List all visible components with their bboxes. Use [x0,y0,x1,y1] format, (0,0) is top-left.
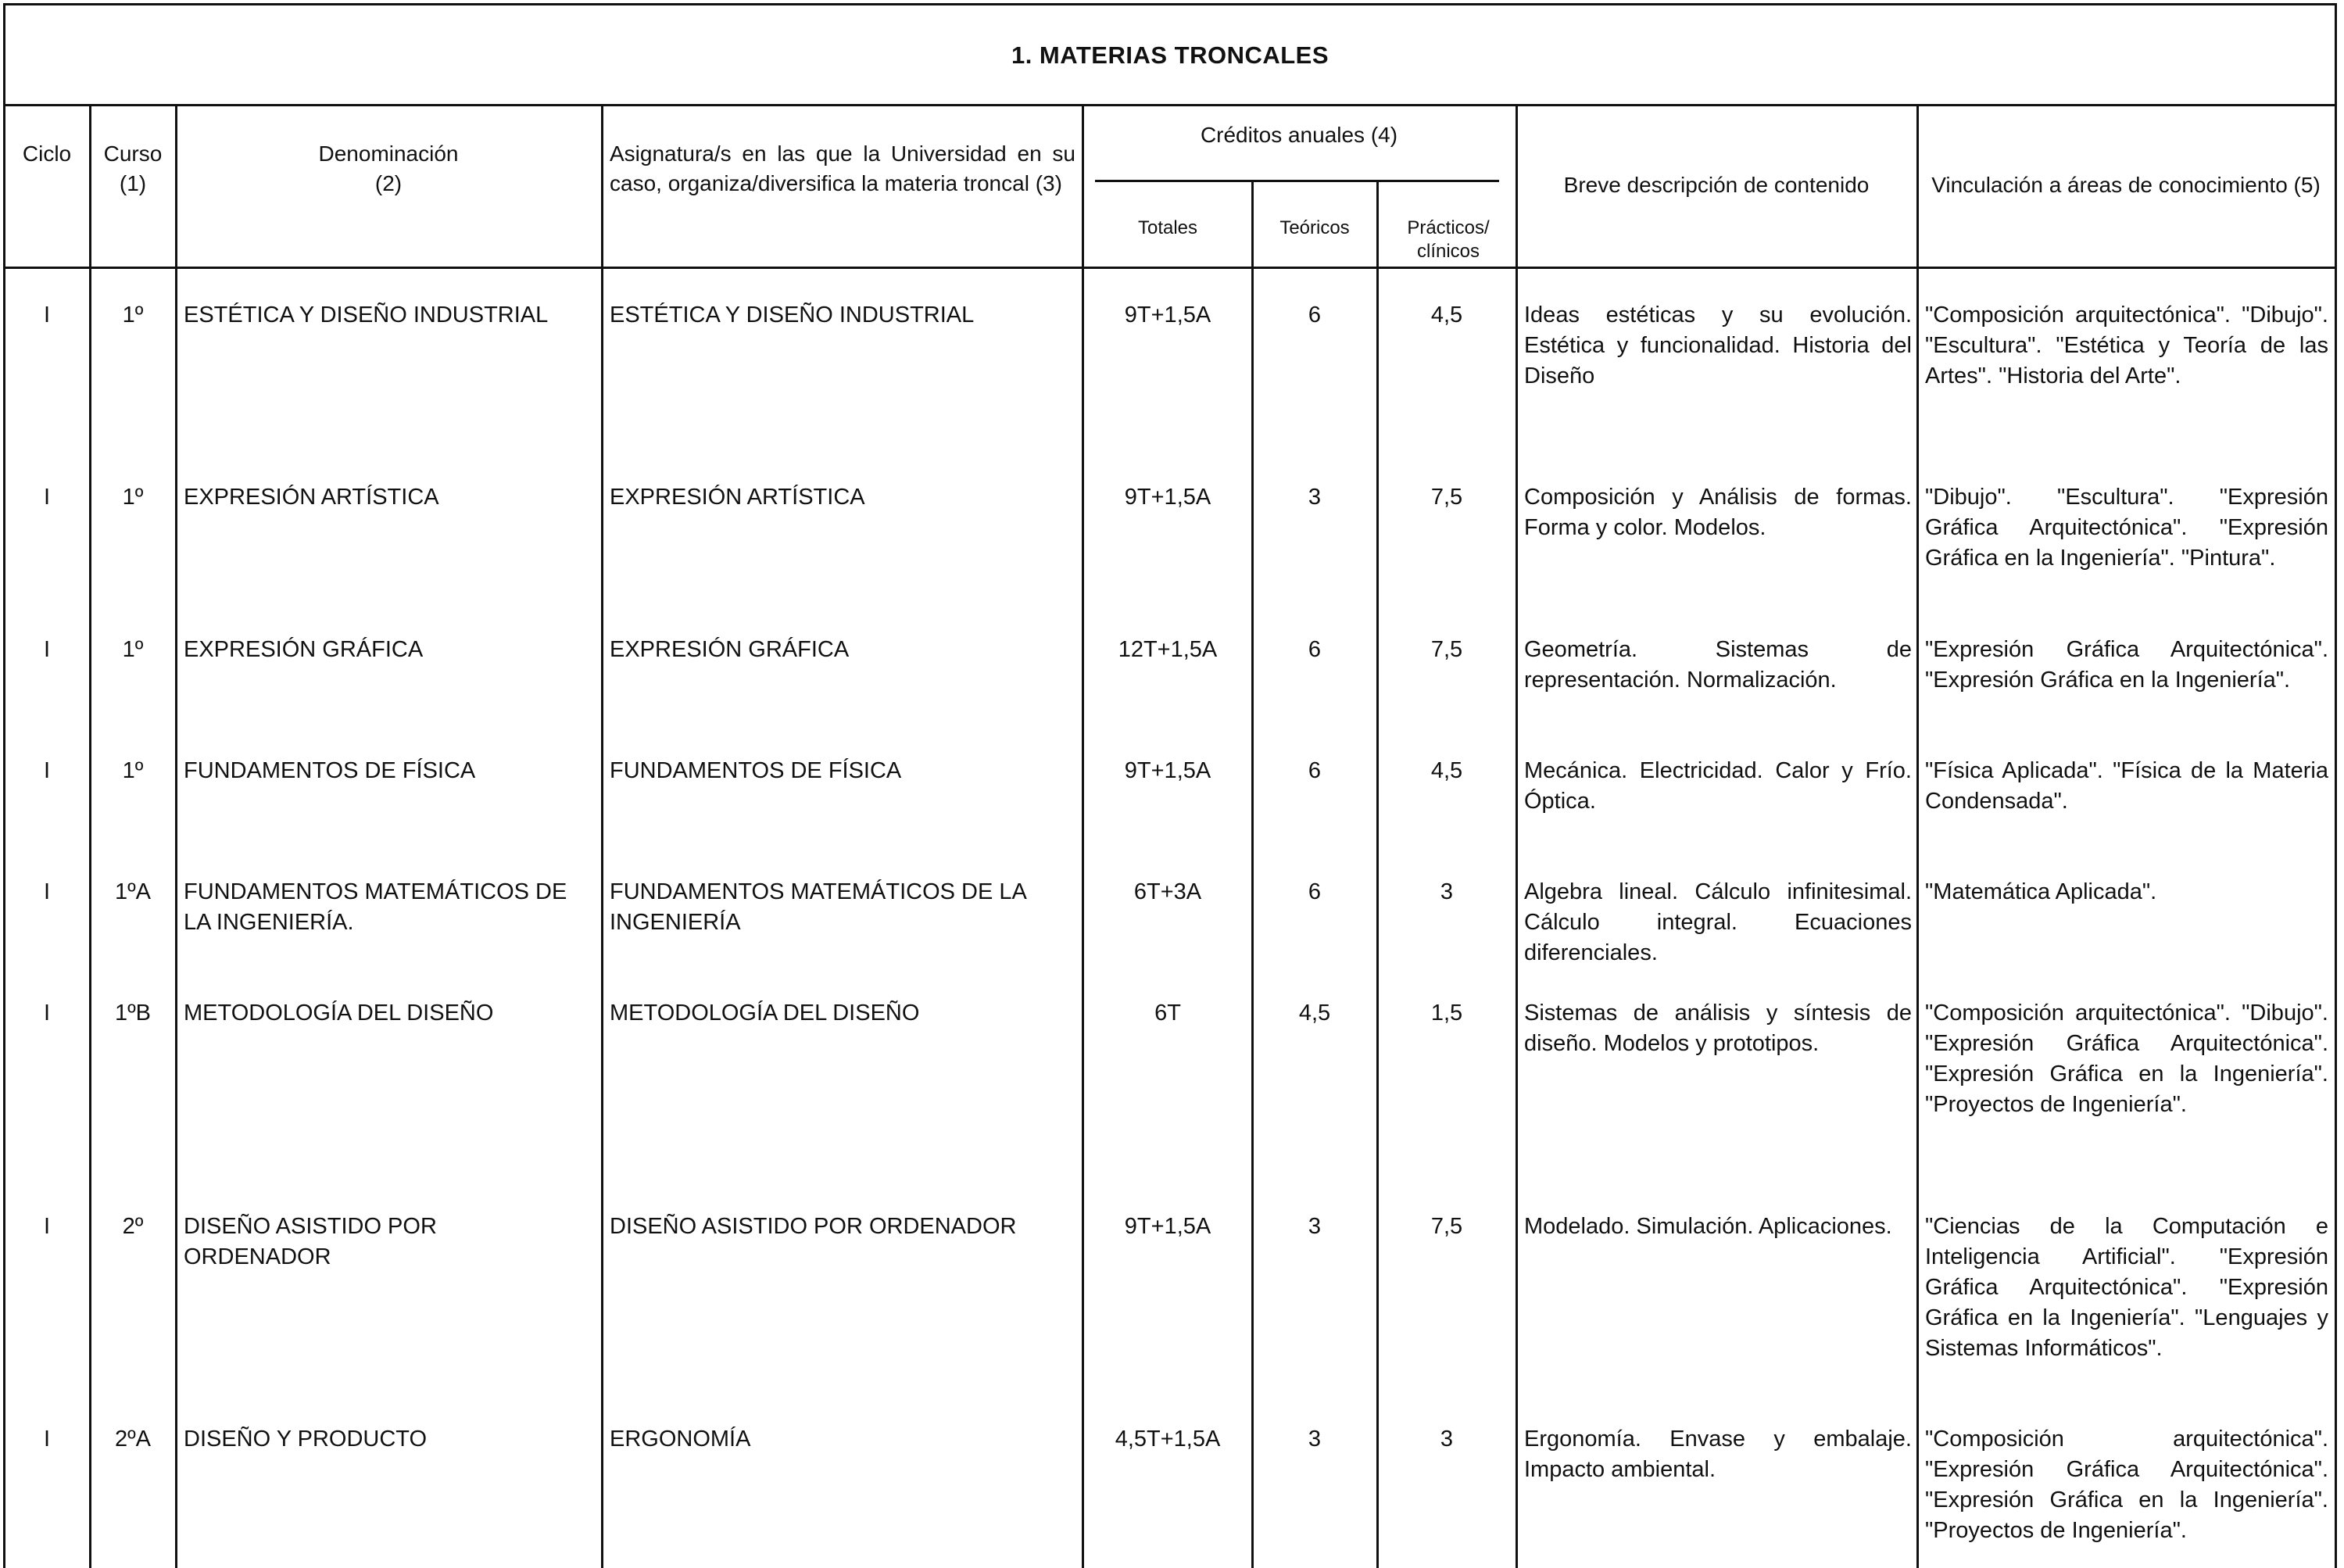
header-creditos: Créditos anuales (4) [1200,123,1398,147]
cell-vinculacion: "Expresión Gráfica Arquitectónica". "Expresión Gráfica en la Ingeniería". [1925,637,2328,693]
cell-teoricos: 3 [1308,485,1322,510]
cell-curso: 1ºB [114,1001,152,1026]
cell-denominacion: EXPRESIÓN ARTÍSTICA [184,485,439,510]
cell-denominacion: DISEÑO Y PRODUCTO [184,1427,428,1452]
header-denominacion: Denominación [318,141,459,166]
cell-totales: 6T [1154,1001,1181,1026]
cell-teoricos: 3 [1308,1214,1322,1239]
cell-denominacion: ESTÉTICA Y DISEÑO INDUSTRIAL [184,303,549,328]
cell-totales: 9T+1,5A [1124,758,1211,783]
table-left-border [3,105,5,1568]
cell-asignatura: EXPRESIÓN GRÁFICA [610,637,850,662]
cell-curso: 1º [122,758,144,783]
cell-asignatura: ESTÉTICA Y DISEÑO INDUSTRIAL [610,303,975,328]
cell-practicos: 7,5 [1430,485,1463,510]
cell-curso: 1º [122,303,144,328]
cell-practicos: 3 [1440,1427,1454,1452]
cell-practicos: 1,5 [1430,1001,1463,1026]
cell-vinculacion: "Ciencias de la Computación e Inteligencia Artificial". "Expresión Gráfica Arquitectónica". "Expresión Gráfica en la Ingeniería". "Lenguajes y Sistemas Informáticos". [1925,1214,2328,1361]
col-divider-8 [1916,105,1919,1568]
cell-teoricos: 3 [1308,1427,1322,1452]
cell-denominacion: EXPRESIÓN GRÁFICA [184,637,424,662]
cell-asignatura: ERGONOMÍA [610,1427,751,1452]
cell-practicos: 3 [1440,879,1454,904]
cell-curso: 1º [122,637,144,662]
header-curso-note: (1) [119,171,147,195]
cell-practicos: 4,5 [1430,758,1463,783]
cell-curso: 2º [122,1214,144,1239]
header-vinculacion: Vinculación a áreas de conocimiento (5) [1931,173,2321,197]
cell-ciclo: I [43,1214,51,1239]
col-divider-5 [1251,181,1254,1568]
header-bottom-rule [3,267,2337,269]
cell-asignatura: METODOLOGÍA DEL DISEÑO [610,1001,920,1026]
col-divider-4 [1082,105,1084,1568]
cell-teoricos: 6 [1308,758,1322,783]
cell-asignatura: EXPRESIÓN ARTÍSTICA [610,485,865,510]
section-title: 1. MATERIAS TRONCALES [1011,41,1329,69]
cell-totales: 9T+1,5A [1124,303,1211,328]
cell-vinculacion: "Dibujo". "Escultura". "Expresión Gráfica Arquitectónica". "Expresión Gráfica en la Ingeniería". "Pintura". [1925,485,2328,571]
header-denominacion-note: (2) [374,171,403,195]
cell-descripcion: Mecánica. Electricidad. Calor y Frío. Óptica. [1524,758,1912,814]
cell-practicos: 4,5 [1430,303,1463,328]
cell-vinculacion: "Física Aplicada". "Física de la Materia Condensada". [1925,758,2328,814]
header-descripcion: Breve descripción de contenido [1563,173,1870,197]
header-teoricos: Teóricos [1279,217,1350,238]
cell-denominacion: FUNDAMENTOS DE FÍSICA [184,758,476,783]
col-divider-7 [1516,105,1518,1568]
cell-descripcion: Modelado. Simulación. Aplicaciones. [1524,1214,1892,1239]
cell-vinculacion: "Composición arquitectónica". "Expresión Gráfica Arquitectónica". "Expresión Gráfica en la Ingeniería". "Proyectos de Ingeniería". [1925,1427,2328,1543]
section-title-box [3,3,2337,106]
cell-vinculacion: "Matemática Aplicada". [1925,879,2157,904]
cell-practicos: 7,5 [1430,1214,1463,1239]
cell-ciclo: I [43,1001,51,1026]
cell-teoricos: 4,5 [1298,1001,1331,1026]
cell-totales: 4,5T+1,5A [1115,1427,1221,1452]
cell-ciclo: I [43,485,51,510]
cell-denominacion: DISEÑO ASISTIDO POR ORDENADOR [184,1214,437,1269]
cell-asignatura: FUNDAMENTOS MATEMÁTICOS DE LA INGENIERÍA [610,879,1026,935]
cell-ciclo: I [43,637,51,662]
cell-vinculacion: "Composición arquitectónica". "Dibujo". "Expresión Gráfica Arquitectónica". "Expresión Gráfica en la Ingeniería". "Proyectos de Ingeniería". [1925,1001,2328,1117]
document-page [3,0,2341,1568]
cell-ciclo: I [43,879,51,904]
cell-teoricos: 6 [1308,879,1322,904]
table-right-border [2335,105,2337,1568]
cell-totales: 9T+1,5A [1124,1214,1211,1239]
cell-denominacion: FUNDAMENTOS MATEMÁTICOS DE LA INGENIERÍA. [184,879,567,935]
cell-curso: 1º [122,485,144,510]
creditos-subheader-rule [1095,180,1499,182]
cell-descripcion: Composición y Análisis de formas. Forma y color. Modelos. [1524,485,1912,540]
header-ciclo: Ciclo [22,141,72,166]
cell-descripcion: Sistemas de análisis y síntesis de diseño. Modelos y prototipos. [1524,1001,1912,1056]
header-curso: Curso [103,141,163,166]
cell-descripcion: Geometría. Sistemas de representación. Normalización. [1524,637,1912,693]
cell-asignatura: FUNDAMENTOS DE FÍSICA [610,758,902,783]
cell-curso: 2ºA [114,1427,152,1452]
cell-ciclo: I [43,1427,51,1452]
col-divider-3 [601,105,603,1568]
cell-denominacion: METODOLOGÍA DEL DISEÑO [184,1001,494,1026]
header-totales: Totales [1137,217,1198,238]
cell-totales: 9T+1,5A [1124,485,1211,510]
header-practicos: Prácticos/ clínicos [1407,217,1490,262]
col-divider-1 [89,105,91,1568]
cell-ciclo: I [43,758,51,783]
col-divider-6 [1376,181,1379,1568]
cell-descripcion: Ideas estéticas y su evolución. Estética y funcionalidad. Historia del Diseño [1524,303,1912,388]
cell-asignatura: DISEÑO ASISTIDO POR ORDENADOR [610,1214,1017,1239]
cell-teoricos: 6 [1308,637,1322,662]
cell-practicos: 7,5 [1430,637,1463,662]
cell-totales: 12T+1,5A [1118,637,1218,662]
cell-descripcion: Algebra lineal. Cálculo infinitesimal. Cálculo integral. Ecuaciones diferenciales. [1524,879,1912,965]
col-divider-2 [175,105,177,1568]
cell-curso: 1ºA [114,879,152,904]
cell-teoricos: 6 [1308,303,1322,328]
cell-ciclo: I [43,303,51,328]
cell-totales: 6T+3A [1133,879,1202,904]
cell-descripcion: Ergonomía. Envase y embalaje. Impacto ambiental. [1524,1427,1912,1482]
cell-vinculacion: "Composición arquitectónica". "Dibujo". "Escultura". "Estética y Teoría de las Artes". "Historia del Arte". [1925,303,2328,388]
header-asignaturas: Asignatura/s en las que la Universidad en su caso, organiza/diversifica la materia troncal (3) [610,141,1075,195]
